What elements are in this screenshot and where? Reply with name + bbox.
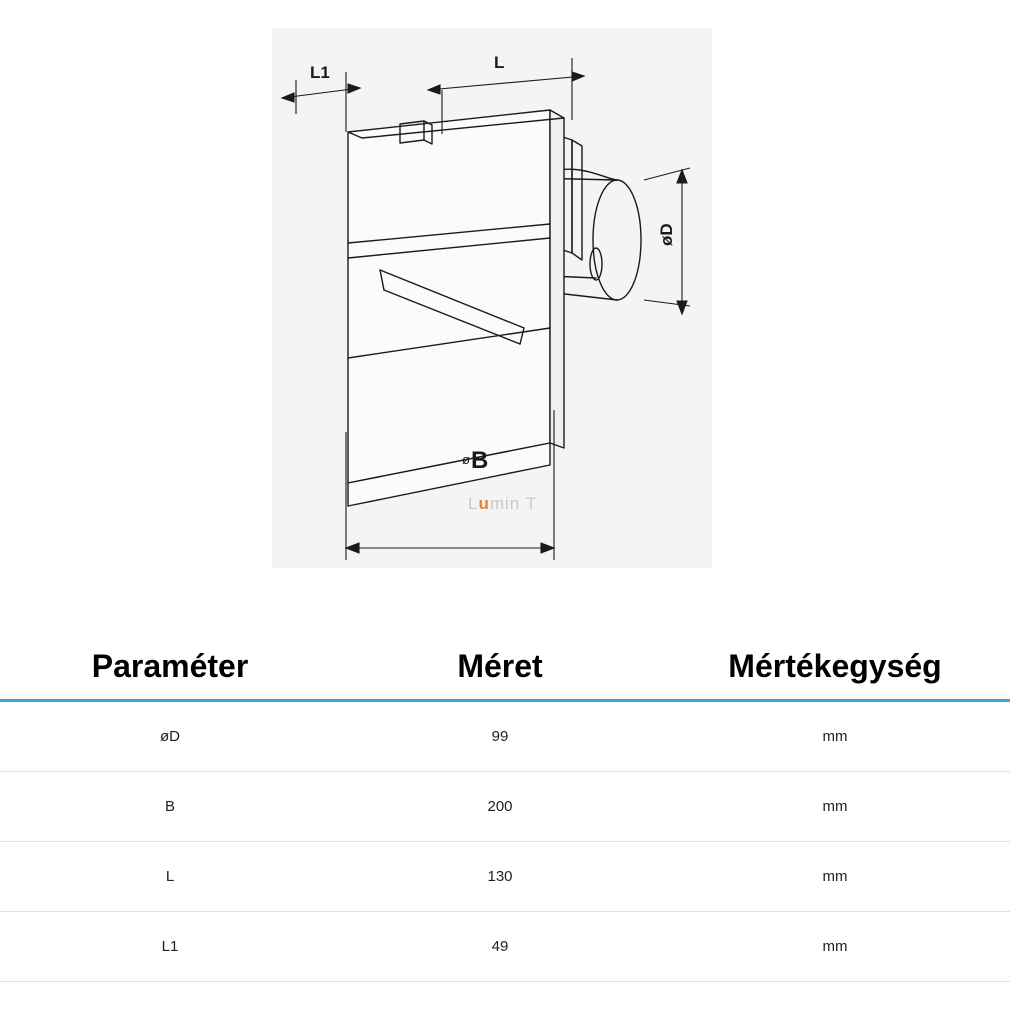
cell-size: 200 [340,772,660,842]
cell-size: 99 [340,701,660,772]
table-row [0,842,1010,912]
specification-table [0,648,1010,982]
drawing-svg [272,28,712,568]
cell-unit: mm [660,772,1010,842]
label-b: B [471,447,489,474]
cell-parameter: L1 [0,912,340,982]
cell-size: 49 [340,912,660,982]
cell-unit: mm [660,701,1010,772]
cell-unit: mm [660,842,1010,912]
cell-parameter: L [0,842,340,912]
label-l: L [494,53,505,72]
watermark-text-after: min T [489,494,538,513]
cell-parameter: øD [0,701,340,772]
table-row [0,701,1010,772]
watermark-text-accent: u [478,494,490,513]
table-row [0,772,1010,842]
watermark-text-before: L [468,494,479,513]
cell-parameter: B [0,772,340,842]
label-diameter-d: øD [657,223,676,246]
watermark [468,494,537,514]
table-body [0,701,1010,982]
table-row [0,912,1010,982]
column-header-unit: Mértékegység [660,648,1010,701]
table-header-row [0,648,1010,701]
label-b-prefix: ø [462,452,470,467]
specification-table-wrapper [0,648,1010,982]
product-dimension-drawing [272,28,712,568]
cell-unit: mm [660,912,1010,982]
column-header-size: Méret [340,648,660,701]
cell-size: 130 [340,842,660,912]
label-l1: L1 [310,63,330,82]
column-header-parameter: Paraméter [0,648,340,701]
table-header [0,648,1010,701]
